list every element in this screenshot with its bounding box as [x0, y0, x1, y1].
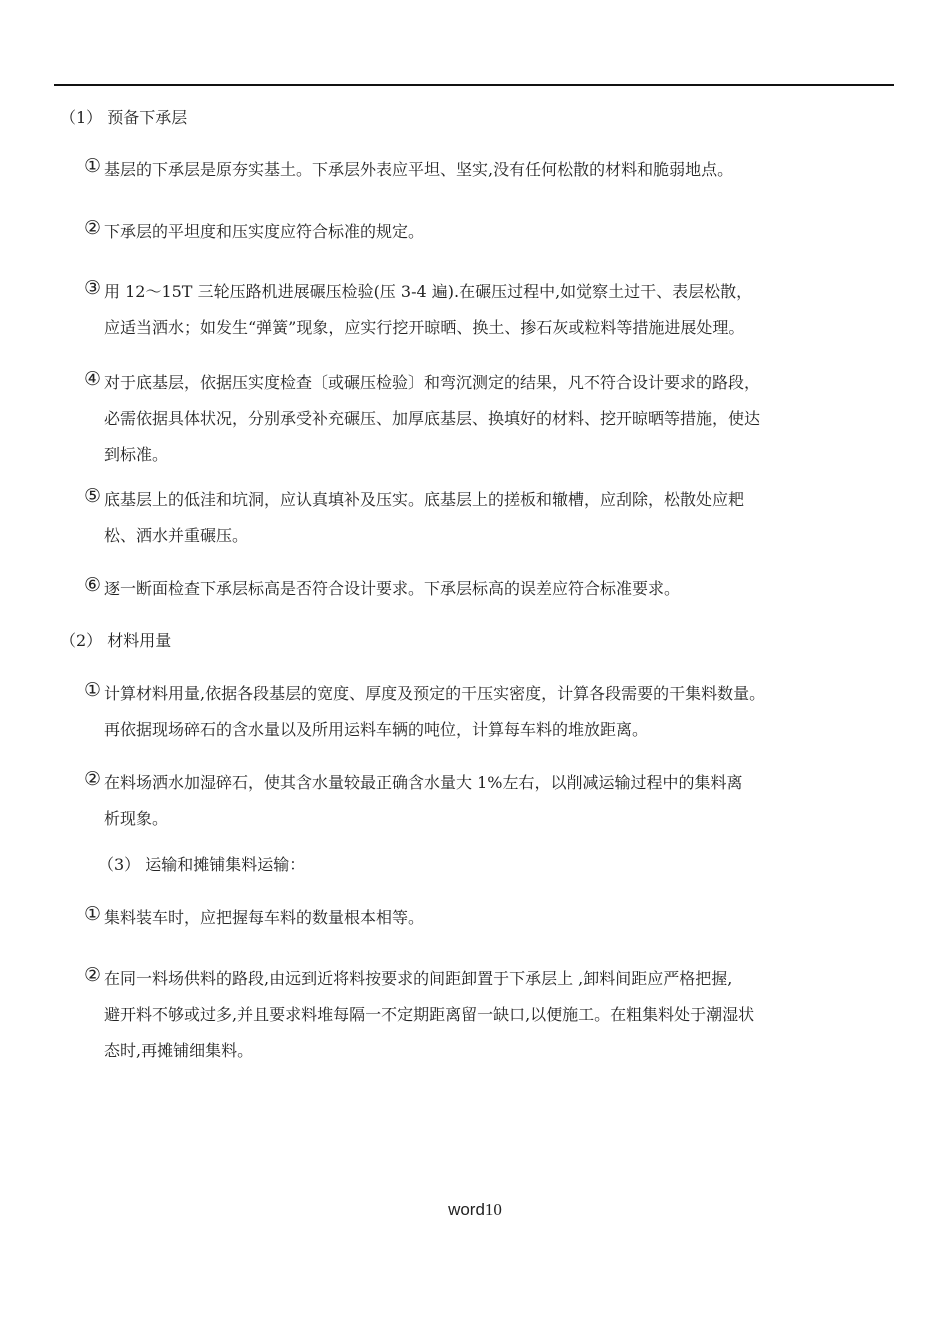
list-item — [84, 365, 902, 473]
item-number: ③ — [84, 277, 102, 299]
item-number: ② — [84, 768, 102, 790]
item-text-line: 逐一断面检查下承层标高是否符合设计要求。下承层标高的误差应符合标准要求。 — [104, 579, 681, 598]
page-footer — [0, 1199, 950, 1221]
list-item — [84, 571, 902, 607]
section-heading-1: （1） 预备下承层 — [60, 108, 188, 127]
item-text-line: 下承层的平坦度和压实度应符合标准的规定。 — [104, 222, 425, 241]
item-text-line: 避开料不够或过多,并且要求料堆每隔一不定期距离留一缺口,以便施工。在粗集料处于潮湿状 — [104, 1005, 755, 1024]
item-text-line: 计算材料用量,依据各段基层的宽度、厚度及预定的干压实密度，计算各段需要的干集料数量。 — [104, 684, 766, 703]
page-number: 10 — [484, 1200, 502, 1219]
item-text-line: 再依据现场碎石的含水量以及所用运料车辆的吨位，计算每车料的堆放距离。 — [104, 720, 649, 739]
footer-label: word — [448, 1200, 485, 1219]
item-text-line: 用 12～15T 三轮压路机进展碾压检验(压 3-4 遍).在碾压过程中,如觉察土过干、表层松散， — [104, 282, 753, 301]
item-text-line: 集料装车时，应把握每车料的数量根本相等。 — [104, 908, 425, 927]
list-item — [84, 274, 902, 346]
item-text-line: 在同一料场供料的路段,由远到近将料按要求的间距卸置于下承层上 ,卸料间距应严格把握, — [104, 969, 733, 988]
list-item — [84, 961, 902, 1069]
item-number: ⑥ — [84, 574, 102, 596]
list-item — [84, 900, 902, 936]
item-number: ① — [84, 679, 102, 701]
item-text-line: 松、洒水并重碾压。 — [104, 526, 249, 545]
section-heading-3: （3） 运输和摊铺集料运输： — [98, 855, 306, 874]
item-number: ④ — [84, 368, 102, 390]
item-text-line: 基层的下承层是原夯实基土。下承层外表应平坦、坚实,没有任何松散的材料和脆弱地点。 — [104, 160, 734, 179]
item-number: ① — [84, 903, 102, 925]
item-number: ② — [84, 217, 102, 239]
list-item — [84, 214, 902, 250]
item-text-line: 析现象。 — [104, 809, 169, 828]
header-rule — [54, 84, 894, 86]
item-text-line: 底基层上的低洼和坑洞，应认真填补及压实。底基层上的搓板和辙槽，应刮除，松散处应耙 — [104, 490, 745, 509]
item-text-line: 到标准。 — [104, 445, 169, 464]
item-number: ② — [84, 964, 102, 986]
item-number: ⑤ — [84, 485, 102, 507]
item-text-line: 在料场洒水加湿碎石，使其含水量较最正确含水量大 1%左右，以削减运输过程中的集料离 — [104, 773, 743, 792]
item-number: ① — [84, 155, 102, 177]
item-text-line: 必需依据具体状况，分别承受补充碾压、加厚底基层、换填好的材料、挖开晾晒等措施，使达 — [104, 409, 761, 428]
list-item — [84, 482, 902, 554]
section-heading-2: （2） 材料用量 — [60, 631, 172, 650]
list-item — [84, 676, 902, 748]
list-item — [84, 765, 902, 837]
list-item — [84, 152, 902, 188]
item-text-line: 对于底基层，依据压实度检查〔或碾压检验〕和弯沉测定的结果，凡不符合设计要求的路段， — [104, 373, 761, 392]
item-text-line: 应适当洒水；如发生“弹簧”现象，应实行挖开晾晒、换土、掺石灰或粒料等措施进展处理。 — [104, 318, 745, 337]
item-text-line: 态时,再摊铺细集料。 — [104, 1041, 254, 1060]
